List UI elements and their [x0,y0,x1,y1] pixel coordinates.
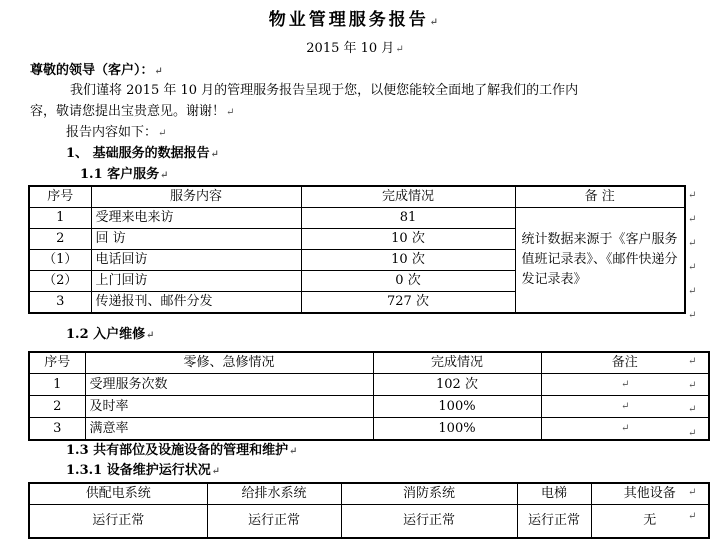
table-header-row [29,186,685,208]
header-index: 序号 [29,186,91,208]
header-water-supply: 给排水系统 [207,483,341,505]
table-header-row [29,352,709,374]
table-header-row [29,483,709,505]
header-elevator: 电梯 [517,483,591,505]
table-row [29,396,709,418]
section-heading-1-3-1: 1.3.1 设备维护运行状况↵ [66,463,221,478]
section-heading-1-2: 1.2 入户维修↵ [66,327,155,342]
power-supply-status: 运行正常 [29,505,207,539]
row-content: 电话回访 [91,250,301,271]
header-completion: 完成情况 [301,186,515,208]
header-remarks: 备注 [541,352,709,374]
row-completion: 100% [373,396,541,418]
row-content: 传递报刊、邮件分发 [91,292,301,314]
header-repair-situation: 零修、急修情况 [85,352,373,374]
header-completion: 完成情况 [373,352,541,374]
table-row [29,505,709,539]
row-end-marks: ↵ ↵ ↵ ↵ [688,356,697,439]
section-heading-1: 1、 基础服务的数据报告↵ [66,146,219,161]
table-row [29,418,709,441]
header-other-equipment: 其他设备 [591,483,709,505]
row-index: 1 [29,208,91,229]
contents-label: 报告内容如下：↵ [66,125,167,140]
row-completion: 102 次 [373,374,541,396]
row-end-marks: ↵ ↵ ↵ ↵ ↵ ↵ [688,190,697,321]
row-completion: 10 次 [301,229,515,250]
repair-table [28,351,710,441]
row-index: 2 [29,396,85,418]
row-content: 满意率 [85,418,373,441]
header-index: 序号 [29,352,85,374]
row-content: 回 访 [91,229,301,250]
header-service-content: 服务内容 [91,186,301,208]
row-index: 2 [29,229,91,250]
row-completion: 0 次 [301,271,515,292]
row-content: 上门回访 [91,271,301,292]
row-index: （2） [29,271,91,292]
header-remarks: 备 注 [515,186,685,208]
intro-paragraph-line-2: 容，敬请您提出宝贵意见。谢谢！↵ [30,104,235,119]
row-content: 受理服务次数 [85,374,373,396]
remarks-note: 统计数据来源于《客户服务值班记录表》、《邮件快递分发记录表》 [515,208,685,314]
equipment-status-table [28,482,710,539]
customer-service-table [28,185,686,314]
section-heading-1-3: 1.3 共有部位及设施设备的管理和维护↵ [66,443,298,458]
row-index: 3 [29,292,91,314]
row-index: 1 [29,374,85,396]
row-completion: 81 [301,208,515,229]
row-remarks: ↵ [541,374,709,396]
fire-system-status: 运行正常 [341,505,517,539]
table-row [29,208,685,229]
row-completion: 727 次 [301,292,515,314]
row-index: 3 [29,418,85,441]
row-content: 及时率 [85,396,373,418]
water-supply-status: 运行正常 [207,505,341,539]
other-equipment-status: 无 [591,505,709,539]
elevator-status: 运行正常 [517,505,591,539]
row-end-marks: ↵ ↵ [688,487,697,522]
report-date: 2015 年 10 月↵ [306,41,404,56]
row-completion: 100% [373,418,541,441]
section-heading-1-1: 1.1 客户服务↵ [80,167,169,182]
row-index: （1） [29,250,91,271]
row-remarks: ↵ [541,418,709,441]
row-completion: 10 次 [301,250,515,271]
row-content: 受理来电来访 [91,208,301,229]
document-title: 物业管理服务报告↵ [268,10,442,30]
row-remarks: ↵ [541,396,709,418]
header-power-supply: 供配电系统 [29,483,207,505]
header-fire-system: 消防系统 [341,483,517,505]
table-row [29,374,709,396]
intro-paragraph-line-1: 我们谨将 2015 年 10 月的管理服务报告呈现于您，以便您能较全面地了解我们的工作内 [70,83,579,98]
greeting: 尊敬的领导（客户）：↵ [30,63,163,78]
